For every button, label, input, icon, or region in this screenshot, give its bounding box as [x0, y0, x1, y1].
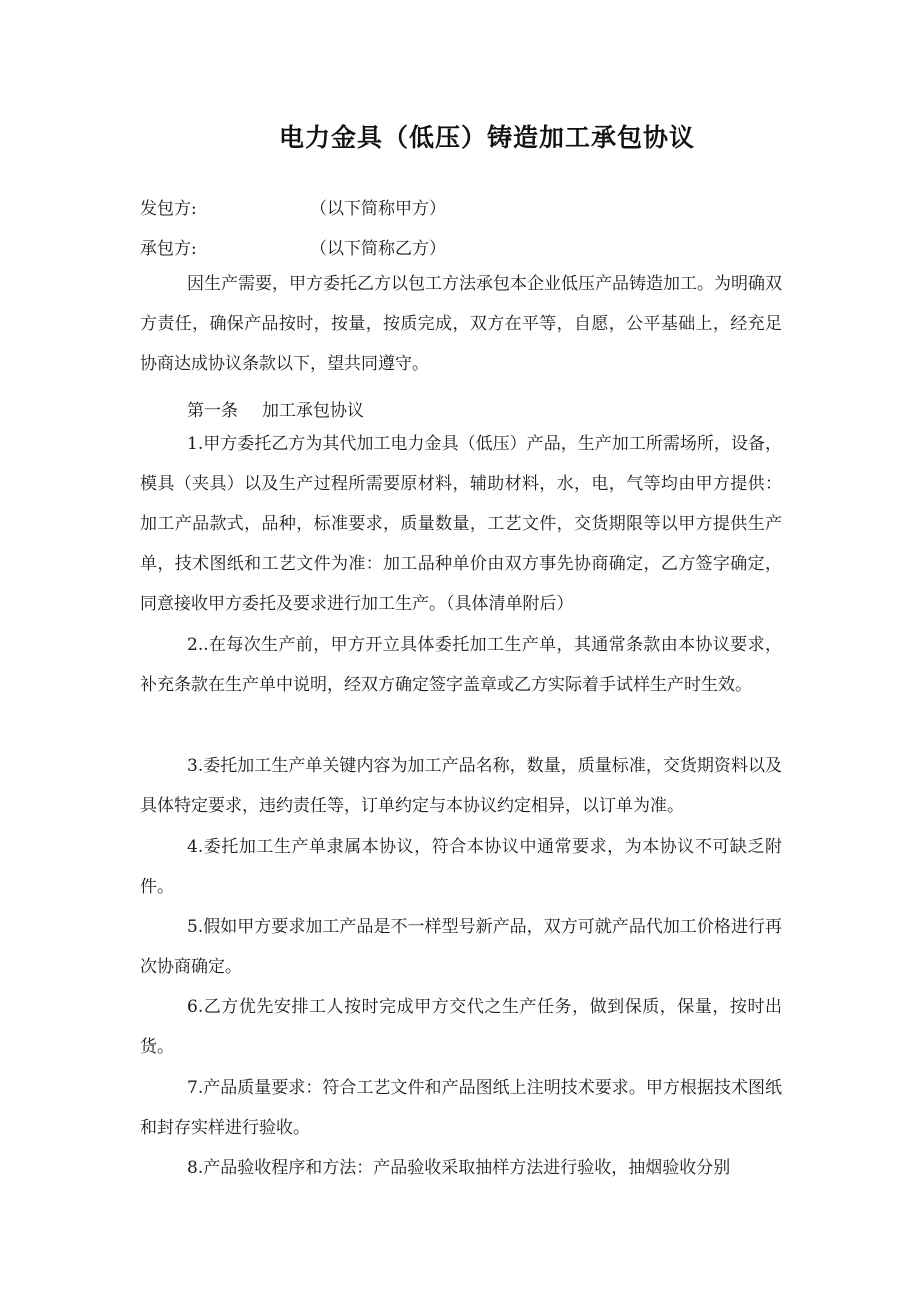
- employer-label: 发包方:: [140, 199, 197, 219]
- clause-7: 7.产品质量要求：符合工艺文件和产品图纸上注明技术要求。甲方根据技术图纸和封存实样进行验收。: [140, 1078, 782, 1138]
- intro-paragraph: 因生产需要，甲方委托乙方以包工方法承包本企业低压产品铸造加工。为明确双方责任，确保产品按时，按量，按质完成，双方在平等，自愿，公平基础上，经充足协商达成协议条款以下，望共同遵守。: [140, 274, 782, 374]
- clause-5: 5.假如甲方要求加工产品是不一样型号新产品，双方可就产品代加工价格进行再次协商确定。: [140, 917, 782, 977]
- employer-line: [140, 194, 446, 219]
- document-title: 电力金具（低压）铸造加工承包协议: [278, 123, 695, 152]
- article-number: 第一条: [187, 401, 238, 421]
- contractor-line: [140, 234, 446, 259]
- clause-7-block: [140, 1068, 782, 1148]
- article-heading: [187, 396, 364, 421]
- employer-note: （以下简称甲方）: [310, 199, 446, 219]
- clause-3-block: [140, 746, 782, 826]
- article-title: 加工承包协议: [262, 401, 364, 421]
- clause-1: 1.甲方委托乙方为其代加工电力金具（低压）产品，生产加工所需场所，设备，模具（夹具）以及生产过程所需要原材料，辅助材料，水，电，气等均由甲方提供：加工产品款式，品种，标准要求，质量数量，工艺文件，交货期限等以甲方提供生产单，技术图纸和工艺文件为准：加工品种单价由双方事先协商确定，乙方签字确定，同意接收甲方委托及要求进行加工生产。（具体清单附后）: [140, 434, 782, 614]
- clause-2: 2..在每次生产前，甲方开立具体委托加工生产单，其通常条款由本协议要求，补充条款在生产单中说明，经双方确定签字盖章或乙方实际着手试样生产时生效。: [140, 635, 782, 695]
- clause-4-block: [140, 827, 782, 907]
- clause-8: 8.产品验收程序和方法：产品验收采取抽样方法进行验收，抽烟验收分别: [187, 1158, 731, 1178]
- clause-6: 6.乙方优先安排工人按时完成甲方交代之生产任务，做到保质，保量，按时出货。: [140, 997, 782, 1057]
- contractor-note: （以下简称乙方）: [310, 239, 446, 259]
- intro-paragraph-block: [140, 264, 782, 384]
- clause-2-block: [140, 625, 782, 705]
- clause-5-block: [140, 907, 782, 987]
- clause-8-block: [140, 1148, 782, 1188]
- clause-1-block: [140, 424, 782, 624]
- contractor-label: 承包方:: [140, 239, 197, 259]
- clause-6-block: [140, 987, 782, 1067]
- clause-4: 4.委托加工生产单隶属本协议，符合本协议中通常要求，为本协议不可缺乏附件。: [140, 837, 782, 897]
- clause-3: 3.委托加工生产单关键内容为加工产品名称，数量，质量标准，交货期资料以及具体特定要求，违约责任等，订单约定与本协议约定相异，以订单为准。: [140, 756, 782, 816]
